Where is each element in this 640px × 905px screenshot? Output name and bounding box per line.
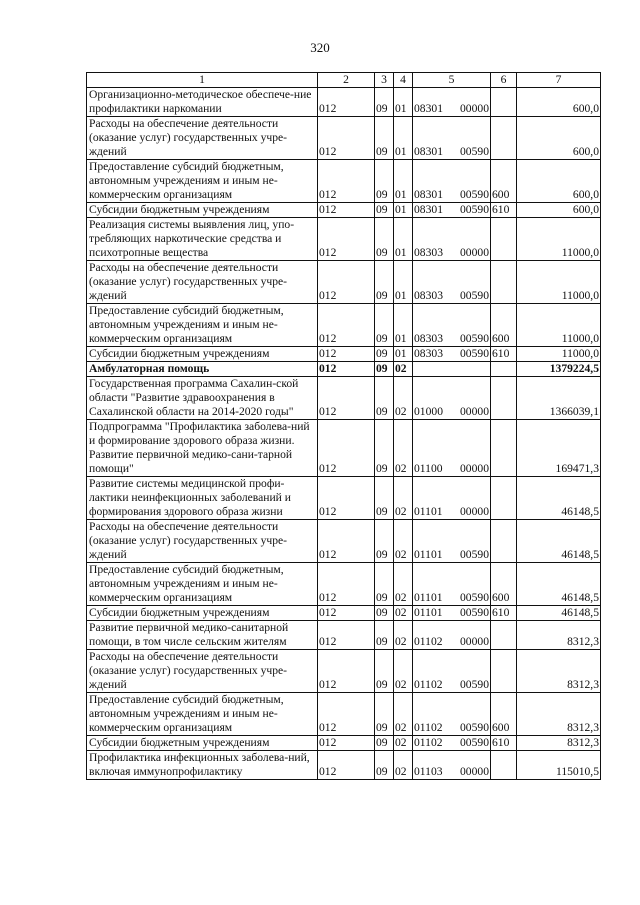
row-code-program: 08301 — [414, 203, 443, 216]
row-col-3: 09 — [375, 203, 394, 218]
row-code-program: 01103 — [414, 765, 443, 778]
table-row — [87, 160, 601, 203]
row-col-6 — [491, 261, 517, 304]
row-code — [413, 347, 491, 362]
row-col-3: 09 — [375, 347, 394, 362]
row-code — [413, 218, 491, 261]
row-col-4: 02 — [394, 563, 413, 606]
row-name: Предоставление субсидий бюджетным, автономным учреждениям и иным не-коммерческим организациям — [87, 563, 318, 606]
row-code — [413, 160, 491, 203]
row-code-expense: 00000 — [460, 405, 489, 418]
table-row — [87, 218, 601, 261]
row-col-6 — [491, 218, 517, 261]
row-col-2: 012 — [318, 218, 375, 261]
row-name: Государственная программа Сахалин-ской области "Развитие здравоохранения в Сахалинской области на 2014-2020 годы" — [87, 377, 318, 420]
row-code-program: 08303 — [414, 347, 443, 360]
row-amount: 46148,5 — [517, 563, 601, 606]
row-amount: 8312,3 — [517, 693, 601, 736]
row-code-program: 01101 — [414, 505, 443, 518]
row-col-2: 012 — [318, 420, 375, 477]
table-row — [87, 88, 601, 117]
row-code-expense: 00590 — [460, 188, 489, 201]
row-code-expense: 00590 — [460, 736, 489, 749]
row-col-2: 012 — [318, 117, 375, 160]
row-code — [413, 693, 491, 736]
table-row — [87, 650, 601, 693]
table-header-row — [87, 73, 601, 88]
table-row — [87, 563, 601, 606]
row-col-3: 09 — [375, 377, 394, 420]
row-code-program: 08301 — [414, 188, 443, 201]
row-col-4: 01 — [394, 88, 413, 117]
row-code — [413, 621, 491, 650]
row-code-expense: 00000 — [460, 462, 489, 475]
header-col-4: 4 — [394, 73, 413, 88]
budget-table — [86, 72, 601, 780]
row-col-4: 02 — [394, 606, 413, 621]
row-code — [413, 751, 491, 780]
row-amount: 169471,3 — [517, 420, 601, 477]
row-code-program: 01102 — [414, 736, 443, 749]
row-code — [413, 377, 491, 420]
row-col-6 — [491, 88, 517, 117]
row-code-expense: 00590 — [460, 721, 489, 734]
row-col-4: 02 — [394, 751, 413, 780]
row-col-4: 01 — [394, 304, 413, 347]
row-col-4: 02 — [394, 477, 413, 520]
row-col-3: 09 — [375, 304, 394, 347]
row-col-3: 09 — [375, 117, 394, 160]
row-code-expense: 00590 — [460, 591, 489, 604]
row-col-3: 09 — [375, 736, 394, 751]
row-col-4: 01 — [394, 160, 413, 203]
row-code — [413, 520, 491, 563]
row-col-6: 600 — [491, 160, 517, 203]
row-col-4: 01 — [394, 203, 413, 218]
row-name: Развитие первичной медико-санитарной помощи, в том числе сельским жителям — [87, 621, 318, 650]
row-name: Профилактика инфекционных заболева-ний, включая иммунопрофилактику — [87, 751, 318, 780]
row-name: Реализация системы выявления лиц, упо-требляющих наркотические средства и психотропные вещества — [87, 218, 318, 261]
table-row — [87, 261, 601, 304]
row-name: Предоставление субсидий бюджетным, автономным учреждениям и иным не-коммерческим организациям — [87, 693, 318, 736]
row-amount: 46148,5 — [517, 606, 601, 621]
row-col-3: 09 — [375, 751, 394, 780]
row-col-6: 610 — [491, 347, 517, 362]
row-col-3: 09 — [375, 477, 394, 520]
table-row — [87, 606, 601, 621]
row-code — [413, 362, 491, 377]
row-amount: 600,0 — [517, 88, 601, 117]
row-col-6 — [491, 377, 517, 420]
row-col-4: 02 — [394, 520, 413, 563]
row-name: Развитие системы медицинской профи-лактики неинфекционных заболеваний и формирования здорового образа жизни — [87, 477, 318, 520]
row-col-4: 01 — [394, 261, 413, 304]
row-amount: 8312,3 — [517, 736, 601, 751]
row-code-expense: 00000 — [460, 505, 489, 518]
row-name: Субсидии бюджетным учреждениям — [87, 203, 318, 218]
table-row — [87, 477, 601, 520]
row-amount: 1366039,1 — [517, 377, 601, 420]
row-col-6 — [491, 520, 517, 563]
row-code-expense: 00590 — [460, 145, 489, 158]
row-col-2: 012 — [318, 621, 375, 650]
row-amount: 8312,3 — [517, 621, 601, 650]
row-code-program: 01101 — [414, 591, 443, 604]
row-col-6 — [491, 650, 517, 693]
row-code-program: 01102 — [414, 721, 443, 734]
row-col-2: 012 — [318, 736, 375, 751]
row-code-program: 08301 — [414, 145, 443, 158]
row-code-program: 01102 — [414, 678, 443, 691]
row-code-program: 01000 — [414, 405, 443, 418]
row-name: Расходы на обеспечение деятельности (оказание услуг) государственных учре-ждений — [87, 117, 318, 160]
row-amount: 115010,5 — [517, 751, 601, 780]
row-code-expense: 00590 — [460, 289, 489, 302]
row-col-3: 09 — [375, 606, 394, 621]
row-name: Субсидии бюджетным учреждениям — [87, 606, 318, 621]
row-code — [413, 650, 491, 693]
row-col-6 — [491, 420, 517, 477]
table-row — [87, 304, 601, 347]
row-col-3: 09 — [375, 362, 394, 377]
row-code-expense: 00000 — [460, 102, 489, 115]
row-col-3: 09 — [375, 218, 394, 261]
row-code-program: 01101 — [414, 548, 443, 561]
table-row — [87, 693, 601, 736]
row-col-2: 012 — [318, 304, 375, 347]
row-col-2: 012 — [318, 362, 375, 377]
row-col-2: 012 — [318, 606, 375, 621]
row-code — [413, 261, 491, 304]
row-col-4: 02 — [394, 693, 413, 736]
row-code-expense: 00590 — [460, 606, 489, 619]
row-code — [413, 477, 491, 520]
row-code-program: 08301 — [414, 102, 443, 115]
row-code-expense: 00590 — [460, 332, 489, 345]
row-amount: 1379224,5 — [517, 362, 601, 377]
row-name: Субсидии бюджетным учреждениям — [87, 736, 318, 751]
row-code — [413, 88, 491, 117]
table-row — [87, 377, 601, 420]
row-code-expense: 00000 — [460, 765, 489, 778]
row-code-expense: 00590 — [460, 203, 489, 216]
row-name: Предоставление субсидий бюджетным, автономным учреждениям и иным не-коммерческим организациям — [87, 304, 318, 347]
row-amount: 46148,5 — [517, 477, 601, 520]
row-code-program: 01101 — [414, 606, 443, 619]
row-code-program: 08303 — [414, 289, 443, 302]
table-row — [87, 621, 601, 650]
header-col-1: 1 — [87, 73, 318, 88]
row-col-3: 09 — [375, 261, 394, 304]
row-amount: 11000,0 — [517, 218, 601, 261]
row-code — [413, 606, 491, 621]
row-code — [413, 420, 491, 477]
row-col-2: 012 — [318, 261, 375, 304]
row-col-4: 02 — [394, 621, 413, 650]
row-col-4: 02 — [394, 377, 413, 420]
row-code — [413, 563, 491, 606]
row-code-expense: 00000 — [460, 246, 489, 259]
row-code-expense: 00590 — [460, 678, 489, 691]
row-code-program: 08303 — [414, 246, 443, 259]
table-row — [87, 420, 601, 477]
row-name: Расходы на обеспечение деятельности (оказание услуг) государственных учре-ждений — [87, 520, 318, 563]
row-col-2: 012 — [318, 160, 375, 203]
table-row — [87, 362, 601, 377]
row-name: Субсидии бюджетным учреждениям — [87, 347, 318, 362]
row-col-6: 600 — [491, 693, 517, 736]
row-col-4: 02 — [394, 420, 413, 477]
row-amount: 46148,5 — [517, 520, 601, 563]
row-col-4: 01 — [394, 117, 413, 160]
row-code — [413, 304, 491, 347]
row-code — [413, 736, 491, 751]
row-code — [413, 117, 491, 160]
table-row — [87, 203, 601, 218]
row-col-4: 02 — [394, 650, 413, 693]
row-name: Расходы на обеспечение деятельности (оказание услуг) государственных учре-ждений — [87, 650, 318, 693]
header-col-3: 3 — [375, 73, 394, 88]
header-col-5: 5 — [413, 73, 491, 88]
row-col-6: 610 — [491, 203, 517, 218]
row-name: Предоставление субсидий бюджетным, автономным учреждениям и иным не-коммерческим организациям — [87, 160, 318, 203]
row-code — [413, 203, 491, 218]
row-name: Амбулаторная помощь — [87, 362, 318, 377]
row-col-2: 012 — [318, 377, 375, 420]
row-amount: 11000,0 — [517, 304, 601, 347]
row-col-6 — [491, 751, 517, 780]
row-code-program: 01102 — [414, 635, 443, 648]
row-amount: 8312,3 — [517, 650, 601, 693]
row-amount: 600,0 — [517, 160, 601, 203]
header-col-6: 6 — [491, 73, 517, 88]
table-row — [87, 751, 601, 780]
row-name: Расходы на обеспечение деятельности (оказание услуг) государственных учре-ждений — [87, 261, 318, 304]
row-col-6 — [491, 621, 517, 650]
table-row — [87, 520, 601, 563]
row-col-2: 012 — [318, 88, 375, 117]
row-col-3: 09 — [375, 650, 394, 693]
table-row — [87, 117, 601, 160]
row-col-6: 600 — [491, 304, 517, 347]
row-name: Подпрограмма "Профилактика заболева-ний и формирование здорового образа жизни. Развитие первичной медико-сани-тарной помощи" — [87, 420, 318, 477]
row-col-3: 09 — [375, 563, 394, 606]
row-name: Организационно-методическое обеспече-ние профилактики наркомании — [87, 88, 318, 117]
row-code-expense: 00590 — [460, 347, 489, 360]
row-col-4: 02 — [394, 362, 413, 377]
row-col-6 — [491, 117, 517, 160]
row-col-3: 09 — [375, 160, 394, 203]
row-col-3: 09 — [375, 520, 394, 563]
row-col-6 — [491, 477, 517, 520]
row-col-2: 012 — [318, 751, 375, 780]
table-row — [87, 736, 601, 751]
row-col-2: 012 — [318, 693, 375, 736]
row-col-3: 09 — [375, 693, 394, 736]
row-amount: 11000,0 — [517, 347, 601, 362]
row-col-2: 012 — [318, 650, 375, 693]
page-number: 320 — [310, 40, 330, 55]
row-col-3: 09 — [375, 88, 394, 117]
row-amount: 600,0 — [517, 203, 601, 218]
table-row — [87, 347, 601, 362]
row-col-4: 01 — [394, 218, 413, 261]
row-col-2: 012 — [318, 563, 375, 606]
row-code-program: 08303 — [414, 332, 443, 345]
row-col-6: 600 — [491, 563, 517, 606]
row-col-2: 012 — [318, 203, 375, 218]
row-col-4: 02 — [394, 736, 413, 751]
row-col-2: 012 — [318, 520, 375, 563]
row-code-expense: 00000 — [460, 635, 489, 648]
row-amount: 600,0 — [517, 117, 601, 160]
row-col-3: 09 — [375, 420, 394, 477]
row-amount: 11000,0 — [517, 261, 601, 304]
header-col-2: 2 — [318, 73, 375, 88]
row-col-2: 012 — [318, 477, 375, 520]
row-col-3: 09 — [375, 621, 394, 650]
row-col-2: 012 — [318, 347, 375, 362]
row-col-4: 01 — [394, 347, 413, 362]
row-code-program: 01100 — [414, 462, 443, 475]
row-col-6: 610 — [491, 606, 517, 621]
row-col-6: 610 — [491, 736, 517, 751]
header-col-7: 7 — [517, 73, 601, 88]
row-code-expense: 00590 — [460, 548, 489, 561]
row-col-6 — [491, 362, 517, 377]
